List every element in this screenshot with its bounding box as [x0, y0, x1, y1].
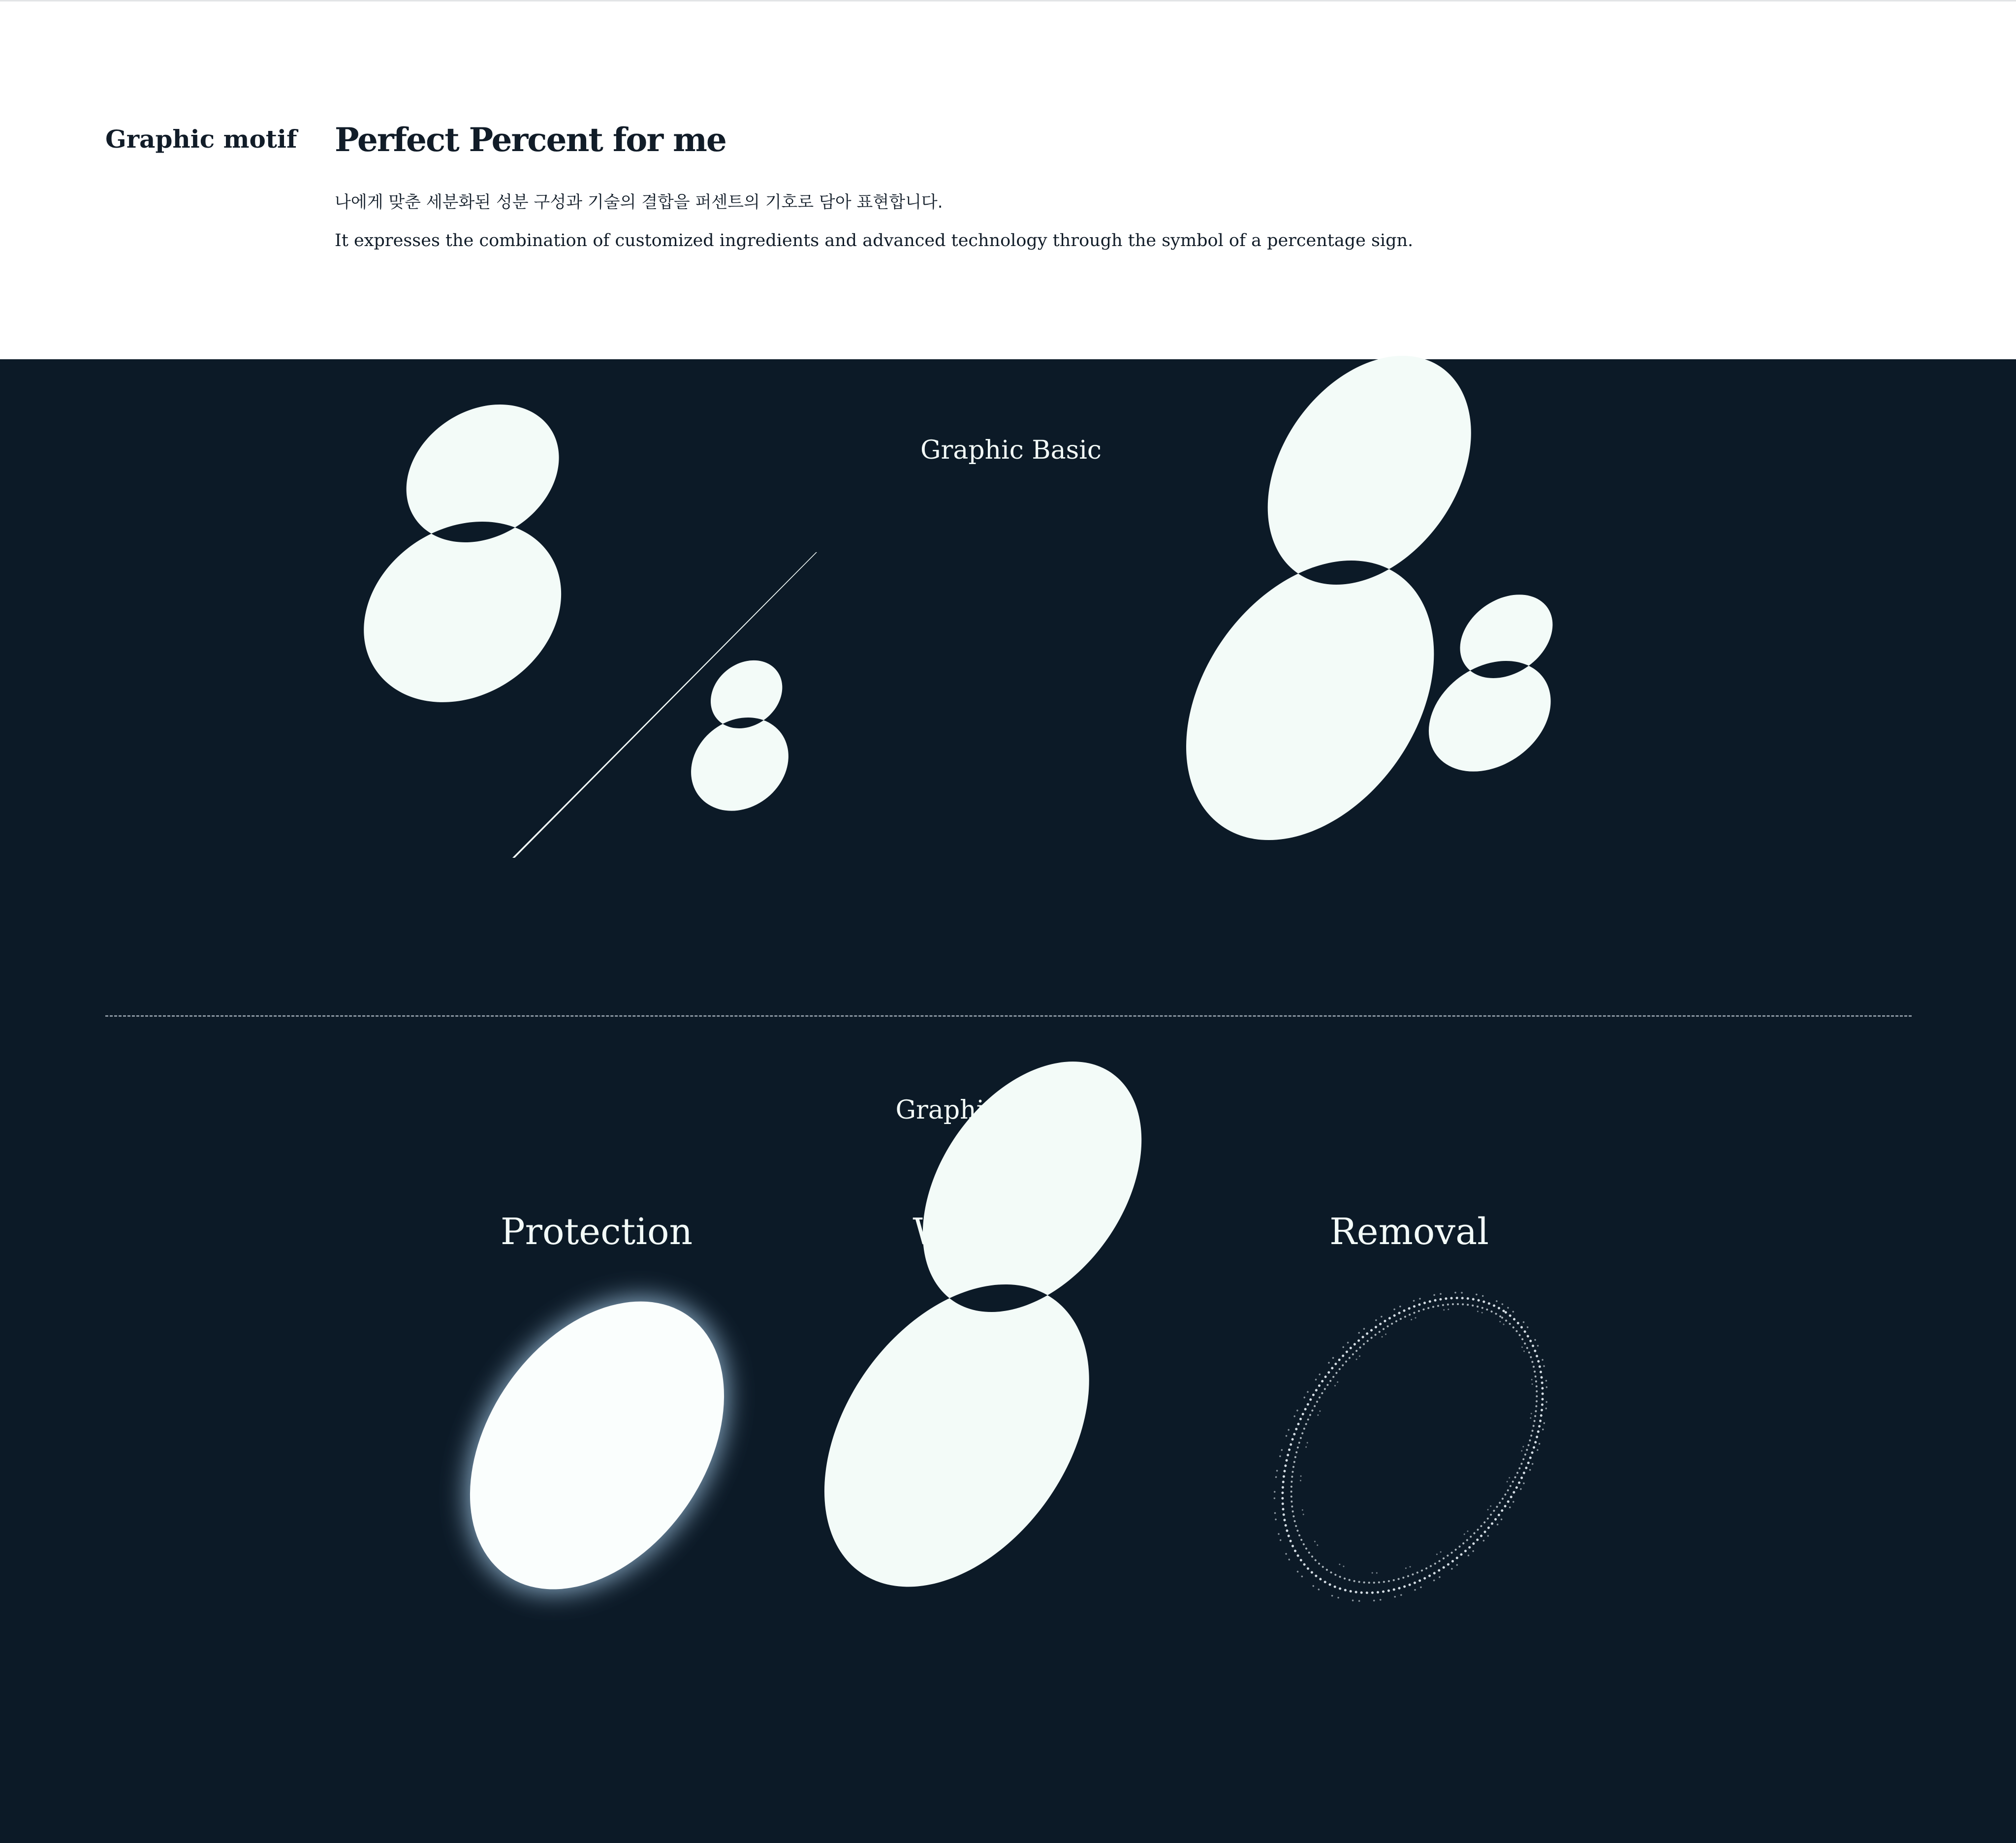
- dashed-divider: [105, 1015, 1912, 1017]
- whitening-label: Whitening: [913, 1211, 1103, 1253]
- graphic-basic-heading: Graphic Basic: [920, 436, 1102, 465]
- removal-dots-4: [1252, 1265, 1580, 1617]
- graphics-section: [0, 359, 2016, 1843]
- protection-graphic: [412, 1248, 782, 1642]
- double-o-graphic: [1186, 356, 1552, 840]
- whitening-ring: [824, 1062, 1141, 1587]
- removal-label: Removal: [1329, 1211, 1489, 1253]
- percent-sign-graphic: [364, 405, 817, 858]
- double-o-large-ring: [1186, 356, 1471, 840]
- description-english: It expresses the combination of customized ingredients and advanced technology through the symbol of a percentage sign.: [335, 231, 1414, 250]
- whitening-graphic: [824, 1062, 1141, 1587]
- graphic-variation-heading: Graphic Variation: [895, 1095, 1125, 1125]
- removal-dots-1: [1228, 1249, 1596, 1642]
- percent-small-ring: [691, 660, 788, 811]
- description-korean: 나에게 맞춘 세분화된 성분 구성과 기술의 결합을 퍼센트의 기호로 담아 표현합니다.: [335, 192, 943, 212]
- page-title: Perfect Percent for me: [335, 121, 726, 159]
- section-label: Graphic motif: [105, 125, 297, 154]
- removal-graphic: [1218, 1241, 1603, 1653]
- removal-dots-3: [1218, 1241, 1603, 1653]
- double-o-small-ring: [1429, 594, 1553, 771]
- percent-large-ring: [364, 405, 561, 702]
- protection-oval: [417, 1253, 777, 1637]
- intro-section: [0, 0, 2016, 359]
- protection-label: Protection: [500, 1211, 693, 1253]
